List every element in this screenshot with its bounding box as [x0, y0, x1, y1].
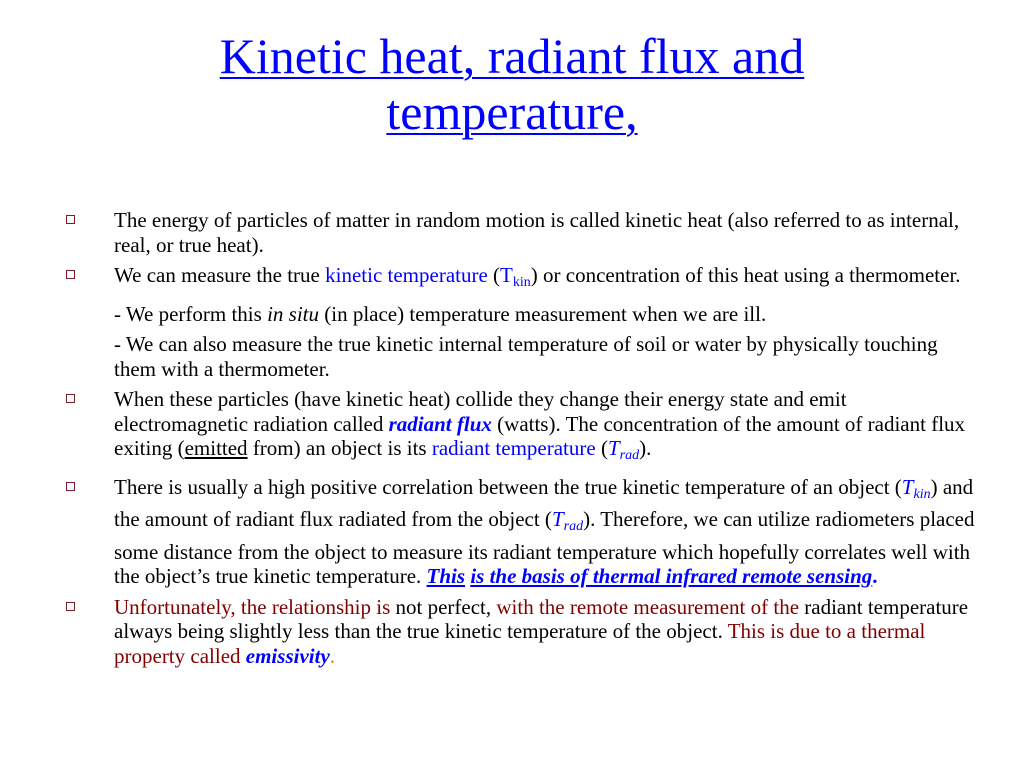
square-bullet-icon — [66, 270, 75, 279]
in-situ-term: in situ — [267, 301, 319, 326]
title-line-1: Kinetic heat, radiant flux and — [219, 28, 805, 84]
subscript-kin: kin — [913, 486, 931, 502]
bullet-text: The energy of particles of matter in random motion is called kinetic heat (also referred to as internal, real, or true heat). — [114, 208, 960, 257]
bullet-item — [62, 475, 982, 589]
sub-item — [62, 332, 982, 381]
text-run: with the remote measurement of the — [496, 594, 800, 619]
emissivity-term: emissivity — [245, 643, 330, 668]
text-run: (watts). The concentration of the amount of radiant flux exiting ( — [114, 411, 966, 460]
square-bullet-icon — [66, 215, 75, 224]
text-run: Unfortunately, the relationship is — [114, 594, 391, 619]
text-run: This is due to a thermal property called — [114, 619, 926, 668]
radiant-temperature-term: radiant temperature — [431, 436, 596, 460]
sub-item — [62, 302, 982, 327]
emitted-term: emitted — [184, 436, 248, 460]
slide-body — [62, 208, 982, 674]
thermal-ir-basis-term: is the basis of thermal infrared remote sensing — [470, 564, 873, 588]
text-run: radiant temperature always being slightly less than the true kinetic temperature of the object. — [114, 594, 969, 643]
subscript-kin: kin — [512, 275, 531, 290]
square-bullet-icon — [66, 394, 75, 403]
text-run: There is usually a high positive correlation between the true kinetic temperature of an object ( — [114, 474, 902, 499]
kinetic-temperature-term: kinetic temperature — [325, 263, 488, 287]
text-run: ( — [595, 436, 608, 460]
text-run: - We perform this — [114, 301, 268, 326]
bullet-item — [62, 595, 982, 669]
text-run: - We can also measure the true kinetic internal temperature of soil or water by physically touching them with a thermometer. — [114, 332, 938, 381]
text-run: . — [872, 564, 878, 588]
title-line-2: temperature, — [386, 84, 638, 140]
symbol-t: T — [551, 507, 564, 531]
subscript-rad: rad — [563, 519, 584, 534]
bullet-item — [62, 263, 982, 296]
slide-title — [0, 28, 1024, 140]
text-run: from) an object is its — [247, 436, 432, 460]
text-run: ( — [487, 263, 501, 287]
symbol-t: T — [500, 263, 513, 287]
text-run: not perfect, — [390, 594, 497, 619]
text-run: ) or concentration of this heat using a thermometer. — [530, 263, 961, 287]
subscript-rad: rad — [619, 448, 640, 463]
square-bullet-icon — [66, 482, 75, 491]
text-run: . — [329, 643, 336, 668]
bullet-item — [62, 387, 982, 469]
text-run: (in place) temperature measurement when we are ill. — [319, 301, 767, 326]
this-term: This — [426, 564, 466, 588]
bullet-item — [62, 208, 982, 257]
symbol-t: T — [607, 436, 620, 460]
text-run: ). Therefore, we can utilize radiometers placed some distance from the object to measure its radiant temperature which hopefully correlates well with the object’s true kinetic temperature. — [114, 507, 975, 588]
text-run: We can measure the true — [114, 263, 326, 287]
symbol-t: T — [901, 474, 914, 499]
text-run: ). — [639, 436, 652, 460]
text-run: When these particles (have kinetic heat) collide they change their energy state and emit electromagnetic radiation called — [114, 387, 847, 436]
text-run: ) and the amount of radiant flux radiated from the object ( — [114, 474, 974, 531]
square-bullet-icon — [66, 602, 75, 611]
radiant-flux-term: radiant flux — [388, 411, 492, 436]
